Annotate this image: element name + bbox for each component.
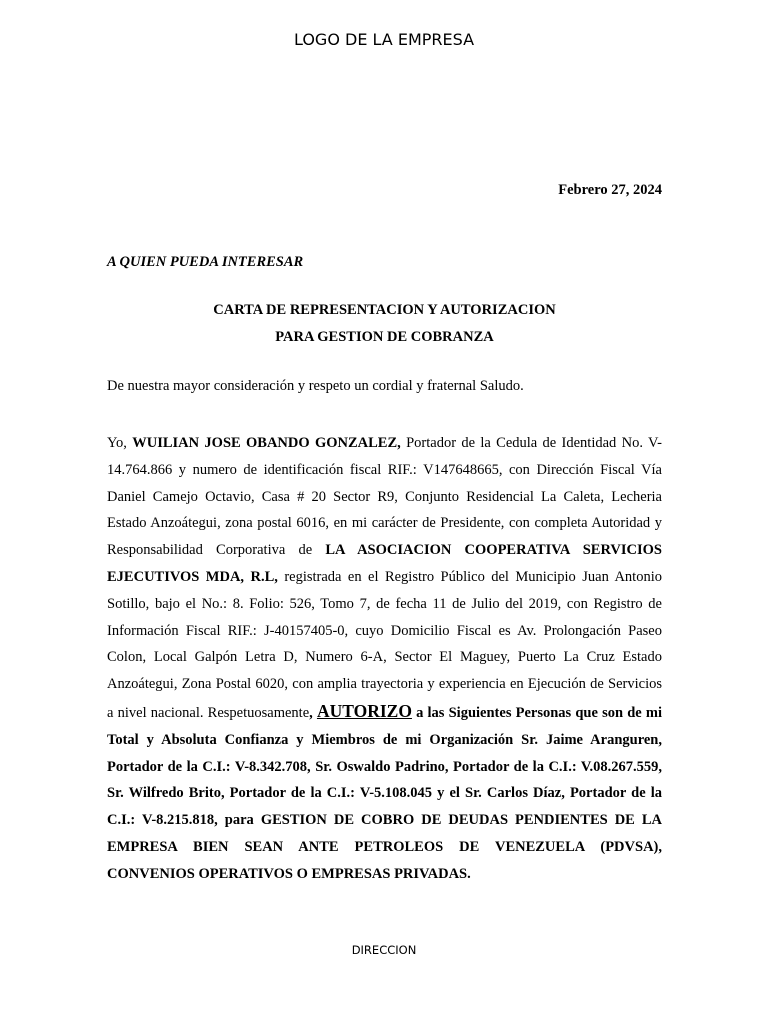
title-line-2: PARA GESTION DE COBRANZA <box>275 329 494 345</box>
body-text-1: Portador de la Cedula de Identidad No. V-14.764.866 y numero de identificación fiscal RIF.: V147648665, con Dirección Fiscal Vía Daniel Camejo Octavio, Casa # 20 Sector R9, Conjunto Residencial La Caleta, Lecheria Estado Anzoátegui, zona postal 6016, en mi carácter de Presidente, con completa Autoridad y Responsabilidad Corporativa de <box>107 435 662 559</box>
autorizo-keyword: AUTORIZO <box>316 700 412 721</box>
body-text-2: registrada en el Registro Público del Municipio Juan Antonio Sotillo, bajo el No.: 8. Folio: 526, Tomo 7, de fecha 11 de Julio del 2019, con Registro de Información Fiscal RIF.: J-40157405-0, cuyo Domicilio Fiscal es Av. Prolongación Paseo Colon, Local Galpón Letra D, Numero 6-A, Sector El Maguey, Puerto La Cruz Estado Anzoátegui, Zona Postal 6020, con amplia trayectoria y experiencia en Ejecución de Servicios a nivel nacional. Respetuosamente <box>107 568 662 721</box>
body-comma: , <box>309 704 317 721</box>
body-intro: Yo, <box>107 435 133 451</box>
salutation: A QUIEN PUEDA INTERESAR <box>107 254 304 270</box>
authorization-details: a las Siguientes Personas que son de mi Total y Absoluta Confianza y Miembros de mi Organización Sr. Jaime Aranguren, Portador de la C.I.: V-8.342.708, Sr. Oswaldo Padrino, Portador de la C.I.: V.08.267.559, Sr. Wilfredo Brito, Portador de la C.I.: V-5.108.045 y el Sr. Carlos Díaz, Portador de la C.I.: V-8.215.818, para GESTION DE COBRO DE DEUDAS PENDIENTES DE LA EMPRESA BIEN SEAN ANTE PETROLEOS DE VENEZUELA (PDVSA), CONVENIOS OPERATIVOS O EMPRESAS PRIVADAS. <box>107 704 663 882</box>
title-line-1: CARTA DE REPRESENTACION Y AUTORIZACION <box>213 302 556 318</box>
organization-name: LA ASOCIACION COOPERATIVA SERVICIOS EJECUTIVOS MDA, R.L, <box>107 542 663 585</box>
letter-date: Febrero 27, 2024 <box>558 182 662 198</box>
footer-address: DIRECCION <box>351 943 417 957</box>
signer-name: WUILIAN JOSE OBANDO GONZALEZ, <box>132 435 401 451</box>
greeting: De nuestra mayor consideración y respeto un cordial y fraternal Saludo. <box>107 378 524 394</box>
company-logo-placeholder: LOGO DE LA EMPRESA <box>293 30 475 49</box>
letter-title <box>107 297 662 351</box>
letter-body <box>107 430 662 888</box>
